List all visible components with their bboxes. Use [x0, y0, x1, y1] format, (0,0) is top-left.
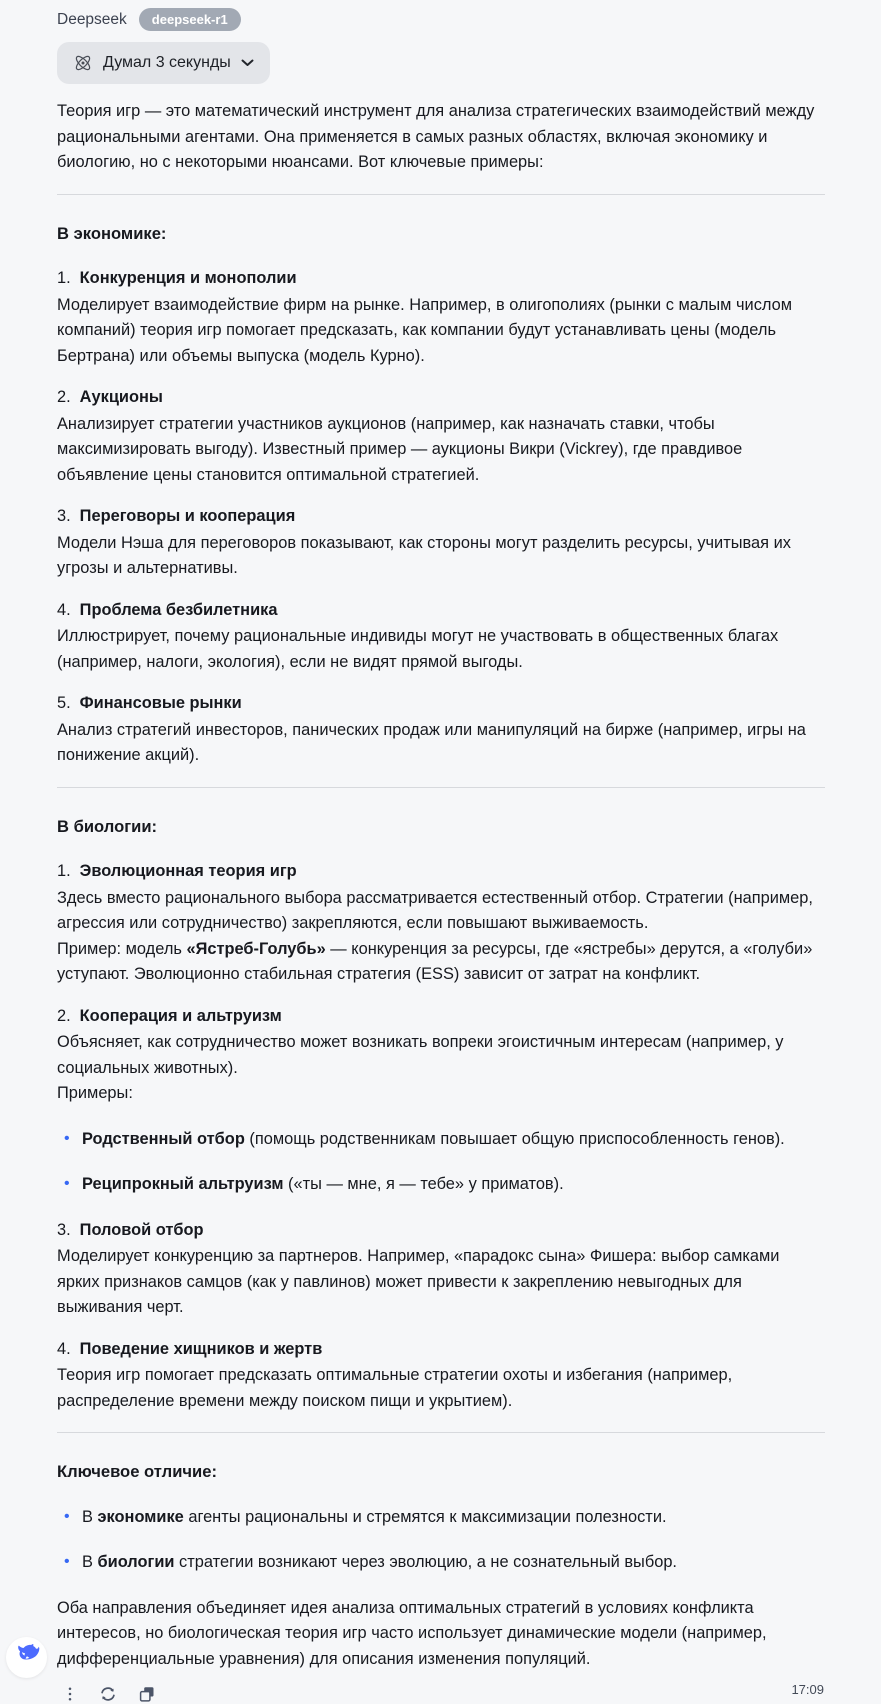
section-divider: [57, 194, 825, 195]
biology-heading: В биологии:: [57, 814, 825, 840]
chevron-down-icon: [241, 59, 254, 67]
intro-paragraph: Теория игр — это математический инструмент для анализа стратегических взаимодействий между рациональными агентами. Она применяется в самых разных областях, включая экономику и биологию, но с некоторыми нюансами. Вот ключевые примеры:: [57, 99, 825, 176]
regenerate-icon: [98, 1684, 118, 1704]
thinking-toggle-button[interactable]: [57, 42, 270, 84]
regenerate-button[interactable]: [98, 1684, 118, 1704]
more-options-icon: [61, 1685, 79, 1703]
assistant-avatar: [6, 1637, 47, 1678]
message-header: [57, 8, 825, 31]
item-title: Переговоры и кооперация: [80, 507, 296, 525]
item-body: Иллюстрирует, почему рациональные индивиды могут не участвовать в общественных благах (например, налоги, экология), если не видят прямой выгоды.: [57, 624, 825, 675]
bullet-list: [57, 1505, 825, 1576]
item-example: Пример: модель «Ястреб-Голубь» — конкуренция за ресурсы, где «ястребы» дерутся, а «голуби» уступают. Эволюционно стабильная стратегия (ESS) зависит от затрат на конфликт.: [57, 937, 825, 988]
item-body: Моделирует конкуренцию за партнеров. Например, «парадокс сына» Фишера: выбор самками ярких признаков самцов (как у павлинов) может привести к закреплению невыгодных для выживания черт.: [57, 1244, 825, 1321]
item-title: Аукционы: [80, 388, 163, 406]
list-item: [57, 1004, 825, 1198]
thinking-label: Думал 3 секунды: [103, 54, 231, 72]
atom-icon: [73, 53, 93, 73]
item-title: Кооперация и альтруизм: [80, 1007, 282, 1025]
item-number: 4.: [57, 601, 71, 619]
message-body: [57, 99, 825, 1704]
bullet-item: • Родственный отбор (помощь родственникам повышает общую приспособленность генов).: [82, 1127, 825, 1153]
bullet-item: • Реципрокный альтруизм («ты — мне, я — тебе» у приматов).: [82, 1172, 825, 1198]
item-number: 5.: [57, 694, 71, 712]
bullet-item: • В экономике агенты рациональны и стремятся к максимизации полезности.: [82, 1505, 825, 1531]
item-body: Объясняет, как сотрудничество может возникать вопреки эгоистичным интересам (например, у социальных животных).: [57, 1030, 825, 1081]
list-item: [57, 1337, 825, 1415]
item-number: 1.: [57, 269, 71, 287]
item-title: Конкуренция и монополии: [80, 269, 297, 287]
copy-button[interactable]: [137, 1684, 157, 1704]
item-number: 1.: [57, 862, 71, 880]
list-item: [57, 1218, 825, 1321]
model-badge: deepseek-r1: [139, 8, 241, 31]
message-actions: [57, 1672, 825, 1704]
list-item: [57, 598, 825, 676]
list-item: [57, 691, 825, 769]
item-number: 3.: [57, 507, 71, 525]
item-body: Моделирует взаимодействие фирм на рынке. Например, в олигополиях (рынки с малым числом компаний) теория игр помогает предсказать, как компании будут устанавливать цены (модель Бертрана) или объемы выпуска (модель Курно).: [57, 293, 825, 370]
closing-paragraph: Оба направления объединяет идея анализа оптимальных стратегий в условиях конфликта интересов, но биологическая теория игр часто использует динамические модели (например, дифференциальные уравнения) для описания изменения популяций.: [57, 1596, 825, 1673]
list-item: [57, 859, 825, 988]
list-item: [57, 385, 825, 488]
item-title: Проблема безбилетника: [80, 601, 278, 619]
item-body: Теория игр помогает предсказать оптимальные стратегии охоты и избегания (например, распределение времени между поиском пищи и укрытием).: [57, 1363, 825, 1414]
item-number: 2.: [57, 1007, 71, 1025]
item-title: Эволюционная теория игр: [80, 862, 297, 880]
copy-icon: [137, 1684, 157, 1704]
list-item: [57, 504, 825, 582]
item-title: Половой отбор: [80, 1221, 204, 1239]
item-body: Анализирует стратегии участников аукционов (например, как назначать ставки, чтобы максимизировать выгоду). Известный пример — аукционы Викри (Vickrey), где правдивое объявление цены становится оптимальной стратегией.: [57, 412, 825, 489]
more-options-button[interactable]: [61, 1685, 79, 1703]
item-title: Поведение хищников и жертв: [80, 1340, 323, 1358]
item-number: 3.: [57, 1221, 71, 1239]
app-name: Deepseek: [57, 11, 127, 29]
bullet-item: • В биологии стратегии возникают через эволюцию, а не сознательный выбор.: [82, 1550, 825, 1576]
message-timestamp: 17:09: [791, 1677, 824, 1703]
item-sub-label: Примеры:: [57, 1081, 825, 1107]
item-number: 2.: [57, 388, 71, 406]
list-item: [57, 266, 825, 369]
deepseek-whale-logo-icon: [13, 1640, 40, 1676]
economics-heading: В экономике:: [57, 221, 825, 247]
section-divider: [57, 787, 825, 788]
item-body: Модели Нэша для переговоров показывают, как стороны могут разделить ресурсы, учитывая их угрозы и альтернативы.: [57, 531, 825, 582]
section-divider: [57, 1432, 825, 1433]
item-body: Анализ стратегий инвесторов, панических продаж или манипуляций на бирже (например, игры на понижение акций).: [57, 718, 825, 769]
item-number: 4.: [57, 1340, 71, 1358]
item-body: Здесь вместо рационального выбора рассматривается естественный отбор. Стратегии (например, агрессия или сотрудничество) закрепляются, если повышают выживаемость.: [57, 886, 825, 937]
message-footer: [57, 1596, 825, 1704]
key-difference-heading: Ключевое отличие:: [57, 1459, 825, 1485]
bullet-list: [57, 1127, 825, 1198]
item-title: Финансовые рынки: [80, 694, 242, 712]
